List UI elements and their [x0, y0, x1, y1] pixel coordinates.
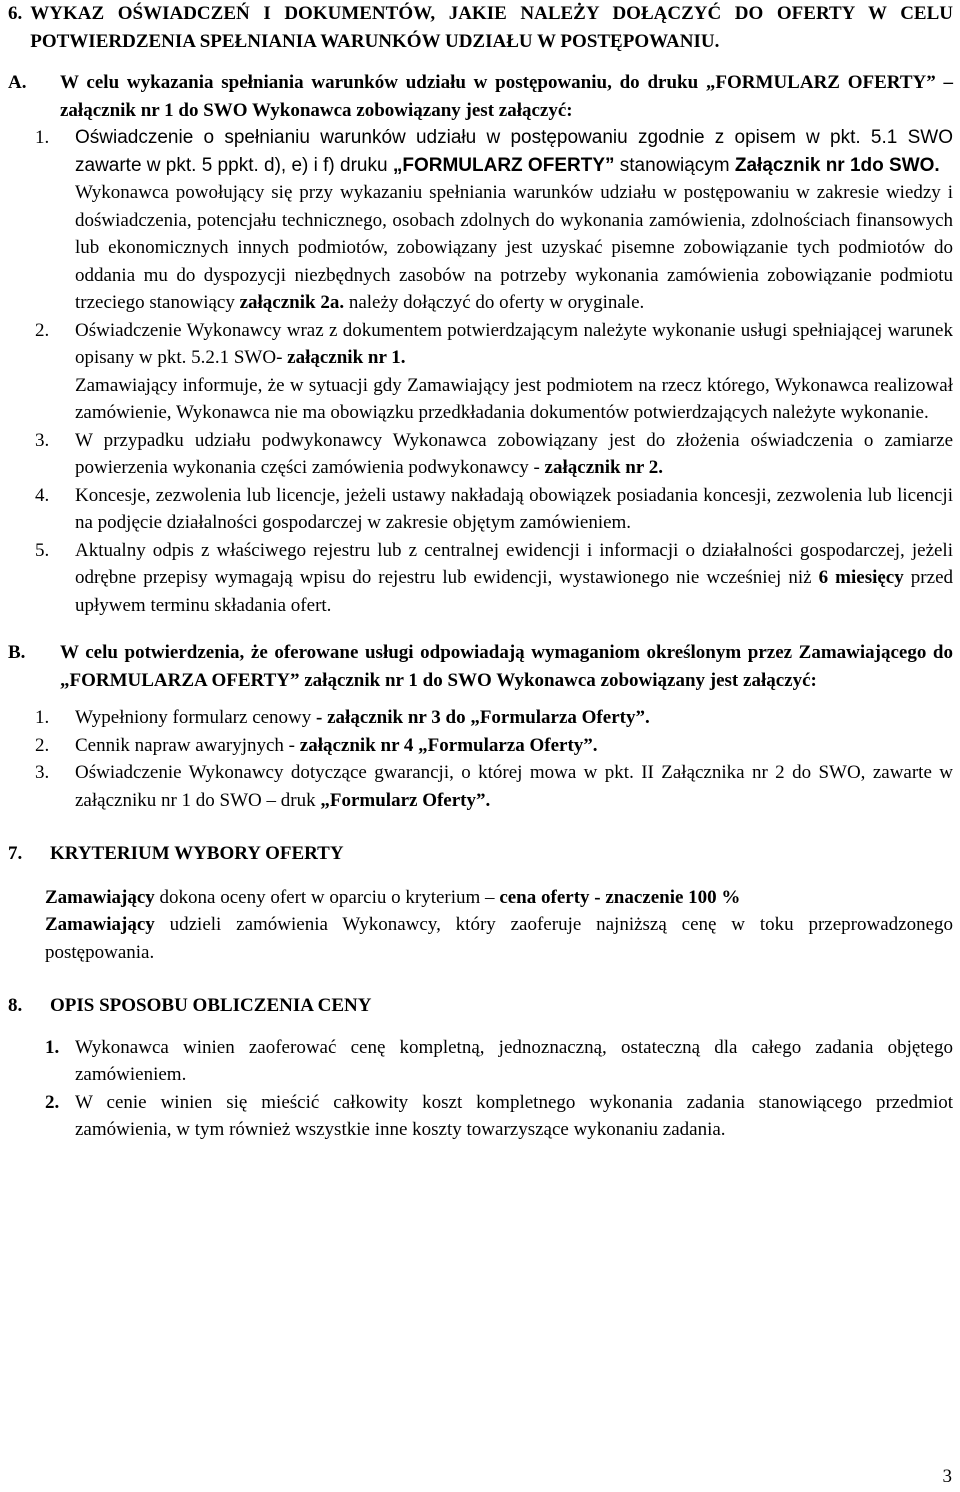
- text-span: Wykonawca powołujący się przy wykazaniu spełniania warunków udziału w postępowaniu w zakresie wiedzy i doświadczenia, potencjału technicznego, osobach zdolnych do wykonania zamówienia, zdolnościach finansowych lub ekonomicznych innych podmiotów, zobowiązany jest uzyskać pisemne zobowiązanie tych podmiotów do oddania mu do dyspozycji niezbędnych zasobów na potrzeby wykonania zamówienia zobowiązanie podmiotu trzeciego stanowiący: [75, 182, 953, 313]
- item-number: 2.: [35, 734, 50, 756]
- item-paragraph: [75, 179, 953, 317]
- subsection-number: B.: [8, 642, 26, 663]
- section-title: OPIS SPOSOBU OBLICZENIA CENY: [50, 995, 372, 1016]
- bold-span: cena oferty - znaczenie 100 %: [499, 886, 741, 908]
- section-7-body: [45, 884, 953, 967]
- bold-span: załącznik nr 1.: [287, 347, 406, 368]
- subsection-a-heading: [8, 69, 953, 124]
- section-number: 7.: [8, 843, 23, 864]
- bold-span: „Formularz Oferty”.: [320, 789, 491, 811]
- item-number: 2.: [45, 1091, 60, 1113]
- item-number: 1.: [45, 1036, 60, 1058]
- item-paragraph: [75, 317, 953, 372]
- item-paragraph: [75, 124, 953, 179]
- section-7-heading: [8, 840, 953, 868]
- section-number: 6.: [8, 3, 23, 24]
- item-number: 1.: [35, 707, 50, 728]
- subsection-b-list: [8, 704, 953, 814]
- bold-span: Zamawiający: [45, 886, 155, 908]
- item-paragraph: [75, 759, 953, 814]
- bold-span: Zamawiający: [45, 914, 155, 935]
- bold-span: załącznik nr 2.: [544, 457, 663, 478]
- item-paragraph: Zamawiający informuje, że w sytuacji gdy Zamawiający jest podmiotem na rzecz którego, Wykonawca realizował zamówienie, Wykonawca nie ma obowiązku przedkładania dokumentów potwierdzających należyte wykonanie.: [75, 374, 953, 423]
- subsection-b-heading: [8, 639, 953, 694]
- text-span: W przypadku udziału podwykonawcy Wykonawca zobowiązany jest do złożenia oświadczenia o zamiarze powierzenia wykonania części zamówienia podwykonawcy -: [75, 429, 953, 478]
- list-item: [8, 482, 953, 537]
- item-paragraph: Koncesje, zezwolenia lub licencje, jeżeli ustawy nakładają obowiązek posiadania koncesji, zezwolenia lub licencji na podjęcie działalności gospodarczej w zakresie objętym zamówieniem.: [75, 484, 953, 533]
- subsection-intro: W celu potwierdzenia, że oferowane usługi odpowiadają wymaganiom określonym przez Zamawiającego do „FORMULARZA OFERTY” załącznik nr 1 do SWO Wykonawca zobowiązany jest załączyć:: [60, 642, 953, 691]
- list-item: [8, 1089, 953, 1144]
- list-item: [8, 704, 953, 732]
- bold-span: załącznik 2a.: [239, 292, 345, 313]
- text-span: udzieli zamówienia Wykonawcy, który zaoferuje najniższą cenę w toku przeprowadzonego postępowania.: [45, 914, 953, 963]
- section-7: [8, 840, 953, 966]
- list-item: [8, 317, 953, 427]
- bold-span: - załącznik nr 3 do „Formularza Oferty”.: [316, 707, 650, 728]
- text-span: Oświadczenie o spełnianiu warunków udziału w postępowaniu zgodnie z opisem w pkt. 5.1 SWO zawarte w pkt. 5 ppkt. d), e) i f) druku: [75, 127, 953, 176]
- text-span: Aktualny odpis z właściwego rejestru lub z centralnej ewidencji i informacji o działalności gospodarczej, jeżeli odrębne przepisy wymagają wpisu do rejestru lub ewidencji, wystawionego nie wcześniej niż: [75, 539, 953, 588]
- item-number: 5.: [35, 539, 50, 561]
- section-title: KRYTERIUM WYBORY OFERTY: [50, 843, 344, 864]
- item-paragraph: [75, 732, 953, 760]
- text-span: Wypełniony formularz cenowy: [75, 707, 317, 728]
- text-span: należy dołączyć do oferty w oryginale.: [344, 292, 645, 313]
- text-span: Oświadczenie Wykonawcy dotyczące gwarancji, o której mowa w pkt. II Załącznika nr 2 do SWO, zawarte w załączniku nr 1 do SWO – druk: [75, 762, 953, 811]
- text-span: przed upływem terminu składania ofert.: [75, 567, 953, 616]
- item-paragraph: [75, 537, 953, 620]
- section-8: [8, 992, 953, 1144]
- bold-span: Załącznik nr 1do SWO.: [734, 154, 940, 176]
- item-paragraph: [75, 427, 953, 482]
- section-8-list: [8, 1034, 953, 1144]
- text-span: stanowiącym: [614, 154, 735, 176]
- text-span: dokona oceny ofert w oparciu o kryterium –: [154, 886, 500, 908]
- bold-span: załącznik nr 4 „Formularza Oferty”.: [299, 734, 598, 756]
- list-item: [8, 427, 953, 482]
- section-6-heading: [8, 0, 953, 55]
- list-item: [8, 124, 953, 317]
- item-number: 1.: [35, 127, 50, 148]
- item-paragraph: Wykonawca winien zaoferować cenę kompletną, jednoznaczną, ostateczną dla całego zadania objętego zamówieniem.: [75, 1036, 953, 1085]
- list-item: [8, 537, 953, 620]
- section-number: 8.: [8, 995, 23, 1016]
- list-item: [8, 759, 953, 814]
- item-number: 2.: [35, 319, 50, 341]
- section-8-heading: [8, 992, 953, 1020]
- item-paragraph: [75, 704, 953, 732]
- item-number: 3.: [35, 429, 50, 451]
- bold-span: „FORMULARZ OFERTY”: [392, 154, 615, 176]
- page-number: 3: [942, 1465, 952, 1487]
- subsection-number: A.: [8, 72, 27, 93]
- item-number: 3.: [35, 762, 50, 783]
- text-span: Cennik napraw awaryjnych -: [75, 734, 300, 756]
- item-paragraph: W cenie winien się mieścić całkowity koszt kompletnego wykonania zadania stanowiącego przedmiot zamówienia, w tym również wszystkie inne koszty towarzyszące wykonaniu zadania.: [75, 1091, 953, 1140]
- list-item: [8, 732, 953, 760]
- section-title: WYKAZ OŚWIADCZEŃ I DOKUMENTÓW, JAKIE NALEŻY DOŁĄCZYĆ DO OFERTY W CELU POTWIERDZENIA SPEŁNIANIA WARUNKÓW UDZIAŁU W POSTĘPOWANIU.: [30, 3, 953, 52]
- subsection-intro: W celu wykazania spełniania warunków udziału w postępowaniu, do druku „FORMULARZ OFERTY” – załącznik nr 1 do SWO Wykonawca zobowiązany jest załączyć:: [60, 72, 953, 121]
- bold-span: 6 miesięcy: [818, 567, 904, 588]
- criterion-line: [45, 884, 953, 912]
- award-line: [45, 911, 953, 966]
- text-span: Oświadczenie Wykonawcy wraz z dokumentem potwierdzającym należyte wykonanie usługi spełniającej warunek opisany w pkt. 5.2.1 SWO-: [75, 319, 953, 368]
- list-item: [8, 1034, 953, 1089]
- item-number: 4.: [35, 484, 50, 506]
